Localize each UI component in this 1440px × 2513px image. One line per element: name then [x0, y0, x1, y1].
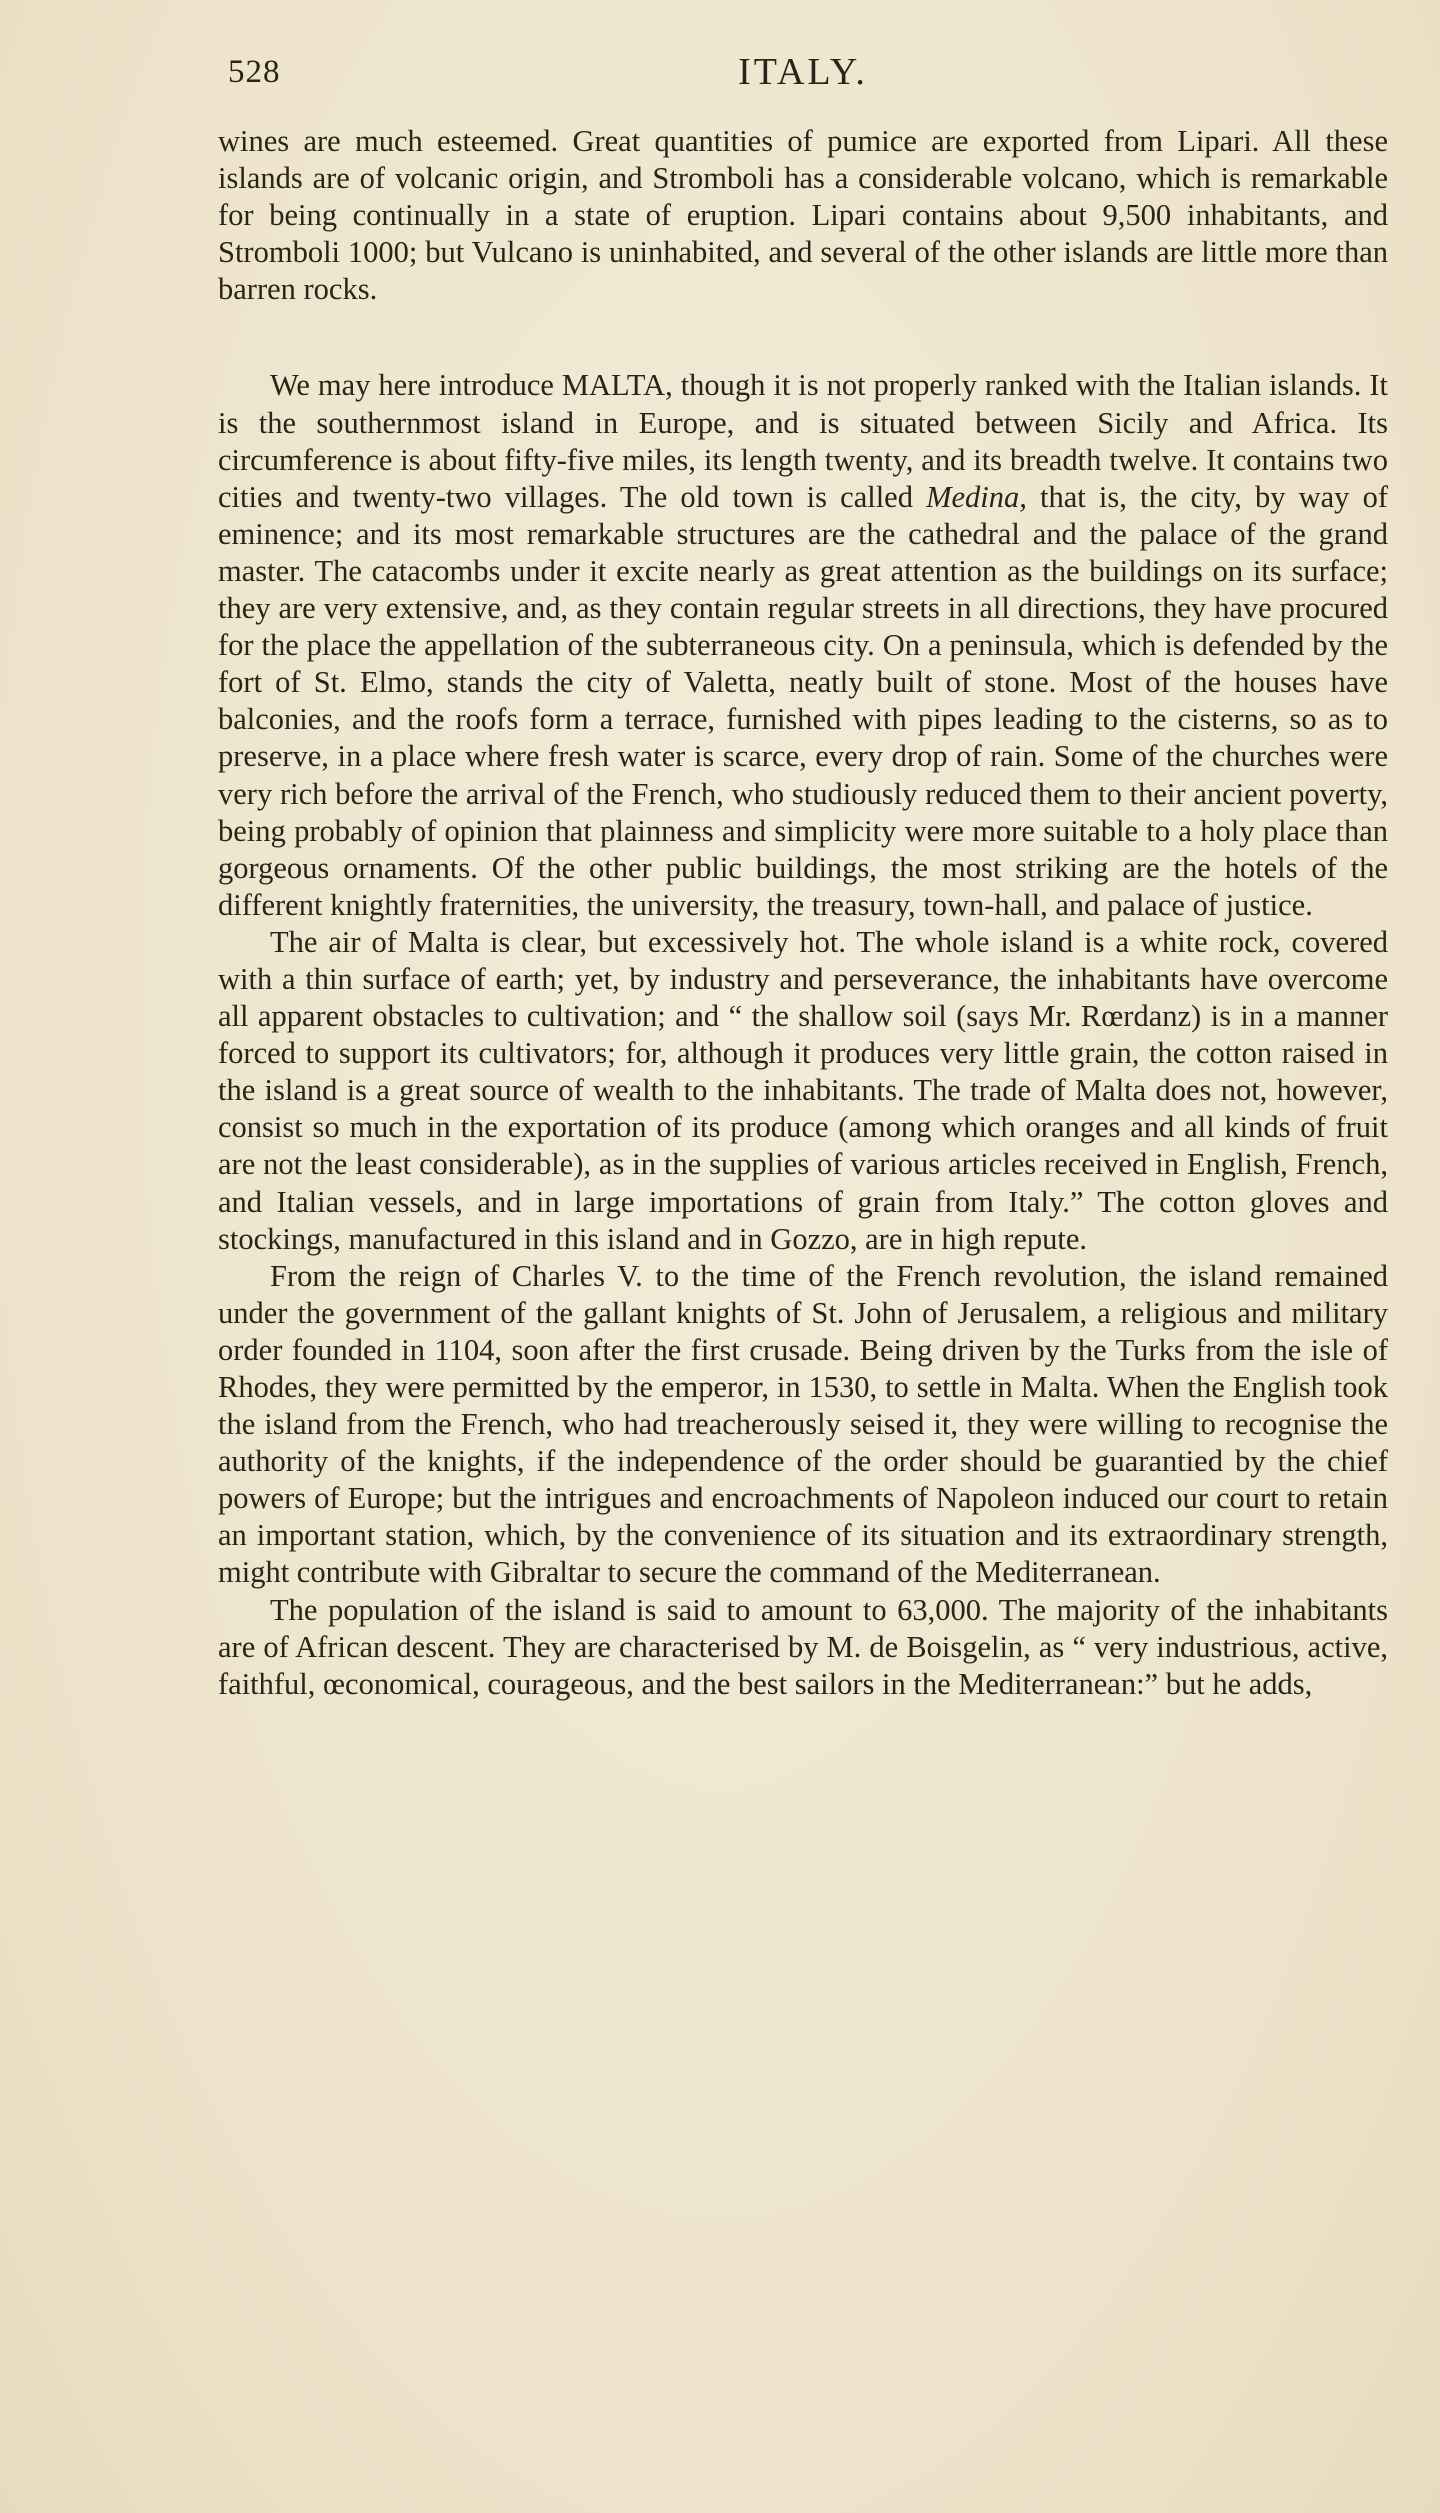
page-number: 528	[228, 54, 281, 90]
paragraph-malta-history: From the reign of Charles V. to the time of the French revolution, the island remained under the government of the gallant knights of St. John of Jerusalem, a religious and military order founded in 1104, soon after the first crusade. Being driven by the Turks from the isle of Rhodes, they were permitted by the emperor, in 1530, to settle in Malta. When the English took the island from the French, who had treacherously seised it, they were willing to recognise the authority of the knights, if the independence of the order should be guarantied by the chief powers of Europe; but the intrigues and encroachments of Napoleon induced our court to retain an important station, which, by the convenience of its situation and its extraordinary strength, might contribute with Gibraltar to secure the command of the Mediterranean.	[218, 1258, 1388, 1590]
paragraph-lipari: wines are much esteemed. Great quantities of pumice are exported from Lipari. All these islands are of volcanic origin, and Stromboli has a considerable volcano, which is remarkable for being continually in a state of eruption. Lipari contains about 9,500 inhabitants, and Stromboli 1000; but Vulcano is uninhabited, and several of the other islands are little more than barren rocks.	[218, 124, 1388, 307]
section-gap	[218, 308, 1388, 367]
running-title: ITALY.	[738, 51, 868, 93]
paragraph-malta-population: The population of the island is said to amount to 63,000. The majority of the inhabitants are of African descent. They are characterised by M. de Boisgelin, as “ very industrious, active, faithful, œconomical, courageous, and the best sailors in the Mediterranean:” but he adds,	[218, 1592, 1388, 1701]
page-header	[218, 48, 1388, 98]
paragraph-malta-intro: We may here introduce MALTA, though it is not properly ranked with the Italian islands. It is the southernmost island in Europe, and is situated between Sicily and Africa. Its circumference is about fifty-five miles, its length twenty, and its breadth twelve. It contains two cities and twenty-two villages. The old town is called Medina, that is, the city, by way of eminence; and its most remarkable structures are the cathedral and the palace of the grand master. The catacombs under it excite nearly as great attention as the buildings on its surface; they are very extensive, and, as they contain regular streets in all directions, they have procured for the place the appellation of the subterraneous city. On a peninsula, which is defended by the fort of St. Elmo, stands the city of Valetta, neatly built of stone. Most of the houses have balconies, and the roofs form a terrace, furnished with pipes leading to the cisterns, so as to preserve, in a place where fresh water is scarce, every drop of rain. Some of the churches were very rich before the arrival of the French, who studiously reduced them to their ancient poverty, being probably of opinion that plainness and simplicity were more suitable to a holy place than gorgeous ornaments. Of the other public buildings, the most striking are the hotels of the different knightly fraternities, the university, the treasury, town-hall, and palace of justice.	[218, 368, 1388, 922]
body-text	[218, 123, 1388, 1703]
italic-medina: Medina,	[926, 479, 1027, 514]
paragraph-malta-climate: The air of Malta is clear, but excessively hot. The whole island is a white rock, covered with a thin surface of earth; yet, by industry and perseverance, the inhabitants have overcome all apparent obstacles to cultivation; and “ the shallow soil (says Mr. Rœrdanz) is in a manner forced to support its cultivators; for, although it produces very little grain, the cotton raised in the island is a great source of wealth to the inhabitants. The trade of Malta does not, however, consist so much in the exportation of its produce (among which oranges and all kinds of fruit are not the least considerable), as in the supplies of various articles received in English, French, and Italian vessels, and in large importations of grain from Italy.” The cotton gloves and stockings, manufactured in this island and in Gozzo, are in high repute.	[218, 924, 1388, 1256]
